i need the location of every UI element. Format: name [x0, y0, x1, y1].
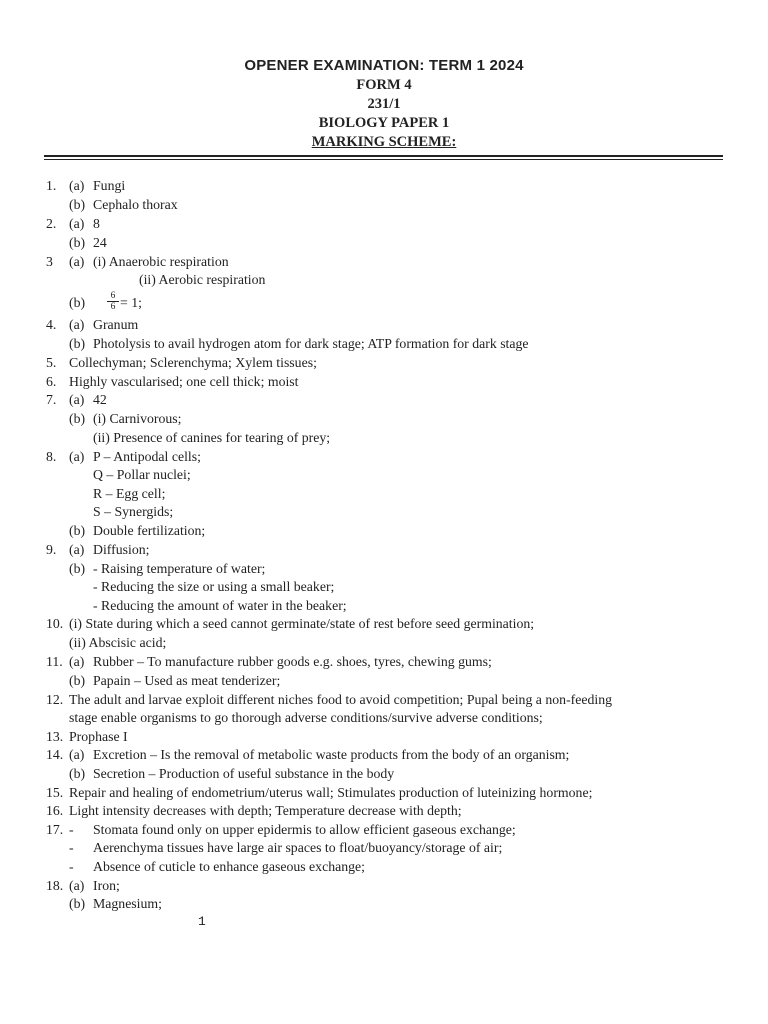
- part-label: (a): [69, 878, 85, 893]
- exam-title: OPENER EXAMINATION: TERM 1 2024: [244, 57, 524, 74]
- question-number: 10.: [46, 616, 64, 631]
- answer-text: (i) Carnivorous;: [93, 411, 182, 426]
- question-number: 11.: [46, 654, 63, 669]
- answer-text: Photolysis to avail hydrogen atom for dark stage; ATP formation for dark stage: [93, 336, 529, 351]
- part-label: (b): [69, 673, 86, 688]
- answer-text: 42: [93, 392, 107, 407]
- answer-text: Diffusion;: [93, 542, 150, 557]
- answer-text: Secretion – Production of useful substance in the body: [93, 766, 395, 781]
- question-number: 8.: [46, 449, 57, 464]
- answer-text: - Reducing the amount of water in the beaker;: [93, 598, 347, 613]
- part-label: (a): [69, 392, 85, 407]
- answer-text: Stomata found only on upper epidermis to allow efficient gaseous exchange;: [93, 822, 516, 837]
- answer-text: Rubber – To manufacture rubber goods e.g. shoes, tyres, chewing gums;: [93, 654, 492, 669]
- answer-text: - Raising temperature of water;: [93, 561, 266, 576]
- question-number: 5.: [46, 355, 57, 370]
- question-number: 6.: [46, 374, 57, 389]
- question-number: 3: [46, 254, 53, 269]
- answer-text: (i) State during which a seed cannot germinate/state of rest before seed germination;: [69, 616, 535, 631]
- question-number: 1.: [46, 178, 57, 193]
- question-number: 9.: [46, 542, 57, 557]
- answer-text: Magnesium;: [93, 896, 162, 911]
- answer-text: (ii) Abscisic acid;: [69, 635, 167, 650]
- answer-text: Light intensity decreases with depth; Temperature decrease with depth;: [69, 803, 462, 818]
- marking-scheme-heading: MARKING SCHEME:: [311, 134, 457, 150]
- part-label: (b): [69, 336, 86, 351]
- question-number: 15.: [46, 785, 64, 800]
- question-number: 12.: [46, 692, 64, 707]
- answer-text: Fungi: [93, 178, 126, 193]
- answer-text: (i) Anaerobic respiration: [93, 254, 229, 269]
- answer-text: Collechyman; Sclerenchyma; Xylem tissues;: [69, 355, 317, 370]
- part-label: (a): [69, 654, 85, 669]
- question-number: 14.: [46, 747, 64, 762]
- part-label: (b): [69, 523, 86, 538]
- answer-text: stage enable organisms to go thorough adverse conditions/survive adverse conditions;: [69, 710, 543, 725]
- question-number: 2.: [46, 216, 57, 231]
- form-label: FORM 4: [356, 77, 412, 93]
- part-label: (b): [69, 197, 86, 212]
- answer-text: Repair and healing of endometrium/uterus wall; Stimulates production of luteinizing hormone;: [69, 785, 593, 800]
- part-label: (a): [69, 254, 85, 269]
- paper-code: 231/1: [367, 96, 401, 112]
- answer-text: Highly vascularised; one cell thick; moist: [69, 374, 299, 389]
- header-divider-thin: [44, 159, 723, 160]
- part-label: (b): [69, 896, 86, 911]
- answer-text: 8: [93, 216, 100, 231]
- question-number: 16.: [46, 803, 64, 818]
- fraction: [106, 291, 120, 312]
- answer-text: Double fertilization;: [93, 523, 206, 538]
- answer-text: 24: [93, 235, 107, 250]
- part-label: (a): [69, 747, 85, 762]
- answer-text: = 1;: [120, 295, 142, 310]
- part-label: (a): [69, 178, 85, 193]
- answer-text: - Reducing the size or using a small beaker;: [93, 579, 335, 594]
- question-number: 18.: [46, 878, 64, 893]
- fraction-numerator: 6: [110, 291, 116, 301]
- answer-text: S – Synergids;: [93, 504, 174, 519]
- part-label: (b): [69, 411, 86, 426]
- answer-text: (ii) Aerobic respiration: [139, 272, 266, 287]
- answer-text: R – Egg cell;: [93, 486, 166, 501]
- bullet-dash: -: [69, 859, 74, 874]
- answer-text: Q – Pollar nuclei;: [93, 467, 191, 482]
- part-label: (a): [69, 317, 85, 332]
- answer-text: (ii) Presence of canines for tearing of prey;: [93, 430, 331, 445]
- header-divider-thick: [44, 155, 723, 157]
- answer-text: Absence of cuticle to enhance gaseous exchange;: [93, 859, 365, 874]
- paper-name: BIOLOGY PAPER 1: [318, 115, 450, 131]
- bullet-dash: -: [69, 822, 74, 837]
- fraction-denominator: 6: [110, 302, 116, 312]
- part-label: (b): [69, 235, 86, 250]
- answer-text: Prophase I: [69, 729, 128, 744]
- question-number: 17.: [46, 822, 64, 837]
- question-number: 7.: [46, 392, 57, 407]
- answer-text: Granum: [93, 317, 139, 332]
- question-number: 13.: [46, 729, 64, 744]
- answer-text: The adult and larvae exploit different niches food to avoid competition; Pupal being a non-feeding: [69, 692, 613, 707]
- bullet-dash: -: [69, 840, 74, 855]
- part-label: (a): [69, 542, 85, 557]
- question-number: 4.: [46, 317, 57, 332]
- answer-text: P – Antipodal cells;: [93, 449, 201, 464]
- page-number: 1: [198, 914, 206, 929]
- answer-text: Iron;: [93, 878, 120, 893]
- answer-text: Excretion – Is the removal of metabolic waste products from the body of an organism;: [93, 747, 570, 762]
- answer-text: Papain – Used as meat tenderizer;: [93, 673, 281, 688]
- part-label: (b): [69, 295, 86, 310]
- answer-text: Cephalo thorax: [93, 197, 178, 212]
- part-label: (a): [69, 449, 85, 464]
- part-label: (b): [69, 561, 86, 576]
- part-label: (a): [69, 216, 85, 231]
- answer-text: Aerenchyma tissues have large air spaces to float/buoyancy/storage of air;: [93, 840, 503, 855]
- part-label: (b): [69, 766, 86, 781]
